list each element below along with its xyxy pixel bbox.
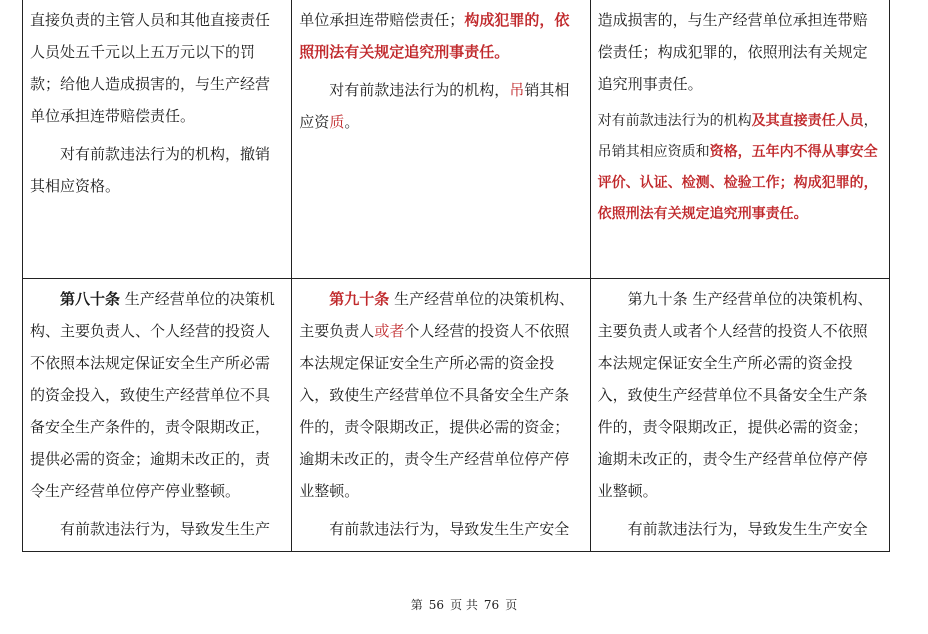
- paragraph: [299, 4, 582, 68]
- text-span: 个人经营的投资人不依照本法规定保证安全生产所必需的资金投入，致使生产经营单位不具备安全生产条件的，责令限期改正，提供必需的资金；逾期未改正的，责令生产经营单位停产停业整顿。: [299, 322, 570, 500]
- paragraph: 直接负责的主管人员和其他直接责任人员处五千元以上五万元以下的罚款；给他人造成损害的，与生产经营单位承担连带赔偿责任。: [30, 11, 271, 125]
- paragraph: [598, 283, 882, 507]
- footer-mid: 页 共: [450, 598, 478, 612]
- text-span: 对有前款违法行为的机构，: [329, 81, 510, 99]
- article-number: 第九十条: [627, 290, 688, 308]
- total-page-number: 76: [483, 598, 500, 612]
- text-span: 销其相应资: [299, 81, 570, 131]
- paragraph: [598, 106, 882, 230]
- paragraph: 造成损害的，与生产经营单位承担连带赔偿责任；构成犯罪的，依照刑法有关规定追究刑事责任。: [597, 11, 868, 93]
- paragraph: [299, 283, 582, 507]
- table-cell-draft-law: [292, 0, 590, 279]
- paragraph: 有前款违法行为，导致发生生产: [60, 520, 271, 538]
- table-cell-draft-law: [292, 279, 590, 552]
- footer-suffix: 页: [505, 598, 518, 612]
- highlighted-text: 及其直接责任人员: [751, 113, 864, 129]
- highlighted-text: 构成犯罪的，依照刑法有关规定追究刑事责任。: [299, 11, 570, 61]
- text-span: 。: [344, 113, 360, 131]
- article-number: 第八十条: [60, 290, 121, 308]
- article-number: 第九十条: [329, 290, 390, 308]
- law-comparison-table: [22, 0, 890, 552]
- highlighted-text: 资格，五年内不得从事安全评价、认证、检测、检验工作；构成犯罪的，依照刑法有关规定追究刑事责任。: [597, 144, 878, 222]
- text-span: ，吊销其相应资质和: [597, 113, 878, 160]
- table-cell-new-law: [590, 279, 889, 552]
- paragraph: 有前款违法行为，导致发生生产安全: [329, 520, 570, 538]
- text-span: 单位承担连带赔偿责任；: [299, 11, 465, 29]
- table-row: [23, 279, 890, 552]
- text-span: 对有前款违法行为的机构: [597, 113, 752, 129]
- page-footer: [0, 596, 928, 613]
- paragraph: [30, 283, 284, 507]
- table-cell-new-law: [590, 0, 889, 279]
- table-cell-old-law: [23, 279, 292, 552]
- current-page-number: 56: [428, 598, 445, 612]
- highlighted-text: 吊: [509, 81, 525, 99]
- table-cell-old-law: [23, 0, 292, 279]
- text-span: 生产经营单位的决策机构、主要负责人、个人经营的投资人不依照本法规定保证安全生产所必需的资金投入，致使生产经营单位不具备安全生产条件的，责令限期改正，提供必需的资金；逾期未改正的，责令生产经营单位停产停业整顿。: [30, 290, 275, 500]
- paragraph: [299, 74, 582, 138]
- paragraph: 对有前款违法行为的机构，撤销其相应资格。: [30, 145, 271, 195]
- table-row: [23, 0, 890, 279]
- highlighted-text: 或者: [374, 322, 405, 340]
- highlighted-text: 质: [329, 113, 345, 131]
- footer-prefix: 第: [410, 598, 423, 612]
- paragraph: 有前款违法行为，导致发生生产安全: [627, 520, 868, 538]
- text-span: 生产经营单位的决策机构、主要负责人: [299, 290, 575, 340]
- text-span: 生产经营单位的决策机构、主要负责人或者个人经营的投资人不依照本法规定保证安全生产所必需的资金投入，致使生产经营单位不具备安全生产条件的，责令限期改正，提供必需的资金；逾期未改正的，责令生产经营单位停产停业整顿。: [597, 290, 873, 500]
